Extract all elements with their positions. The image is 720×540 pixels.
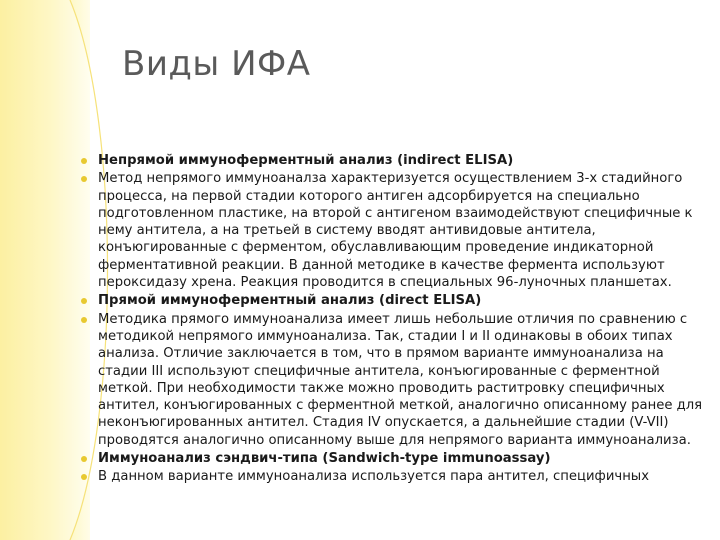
bullet-sandwich-description: В данном варианте иммуноанализа используется пара антител, специфичных xyxy=(98,468,716,485)
bullet-indirect-elisa-heading: Непрямой иммуноферментный анализ (indirect ELISA) xyxy=(98,152,716,169)
bullet-list xyxy=(98,152,716,486)
bullet-sandwich-heading: Иммуноанализ сэндвич-типа (Sandwich-type immunoassay) xyxy=(98,450,716,467)
slide-content xyxy=(98,152,716,487)
bullet-direct-elisa-description: Методика прямого иммуноанализа имеет лишь небольшие отличия по сравнению с методикой непрямого иммуноанализа. Так, стадии I и II одинаковы в обоих типах анализа. Отличие заключается в том, что в прямом варианте иммуноанализа на стадии III используют специфичные антитела, конъюгированные с ферментной меткой. При необходимости также можно проводить раститровку специфичных антител, конъюгированных с ферментной меткой, аналогично описанному ранее для неконъюгированных антител. Стадия IV опускается, а дальнейшие стадии (V-VII) проводятся аналогично описанному выше для непрямого варианта иммуноанализа. xyxy=(98,311,716,449)
bullet-direct-elisa-heading: Прямой иммуноферментный анализ (direct ELISA) xyxy=(98,292,716,309)
bullet-indirect-elisa-description: Метод непрямого иммуноаналза характеризуется осуществлением 3-х стадийного процесса, на первой стадии которого антиген адсорбируется на специально подготовленном пластике, на второй с антигеном взаимодействуют специфичные к нему антитела, а на третьей в систему вводят антивидовые антитела, конъюгированные с ферментом, обуславливающим проведение индикаторной ферментативной реакции. В данной методике в качестве фермента используют пероксидазу хрена. Реакция проводится в специальных 96-луночных планшетах. xyxy=(98,170,716,291)
slide-title: Виды ИФА xyxy=(122,44,311,84)
